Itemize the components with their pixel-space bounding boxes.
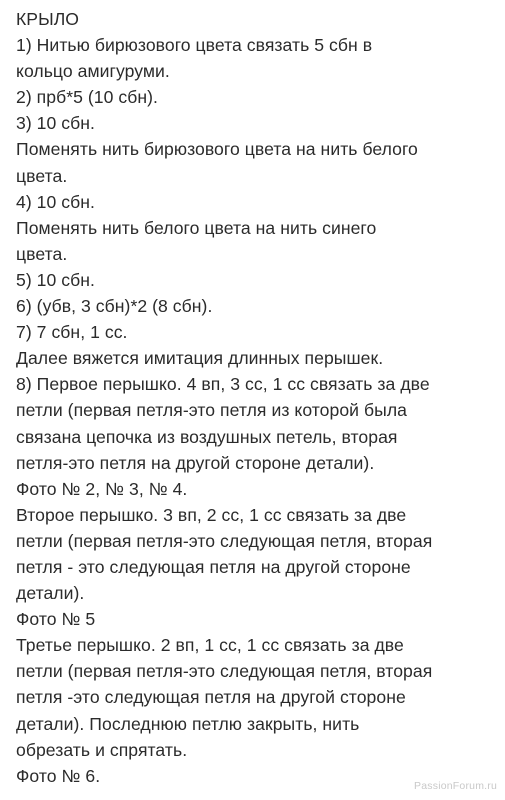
text-line: детали). xyxy=(16,583,85,604)
document-text xyxy=(16,6,501,789)
text-line: 3) 10 сбн. xyxy=(16,113,95,134)
text-line: петля-это петля на другой стороне детали). xyxy=(16,452,375,473)
text-line: Второе перышко. 3 вп, 2 сс, 1 сс связать за две xyxy=(16,504,407,525)
text-line: 8) Первое перышко. 4 вп, 3 сс, 1 сс связать за две xyxy=(16,374,430,395)
text-line: обрезать и спрятать. xyxy=(16,739,188,760)
text-line: цвета. xyxy=(16,243,68,264)
text-line: связана цепочка из воздушных петель, вторая xyxy=(16,426,398,447)
text-line: Поменять нить белого цвета на нить синего xyxy=(16,217,377,238)
text-line: петля - это следующая петля на другой стороне xyxy=(16,556,411,577)
doc-title: КРЫЛО xyxy=(16,9,80,29)
text-line: кольцо амигуруми. xyxy=(16,61,170,82)
text-line: 6) (убв, 3 сбн)*2 (8 сбн). xyxy=(16,296,213,317)
text-line: 2) прб*5 (10 сбн). xyxy=(16,87,158,108)
text-line: 4) 10 сбн. xyxy=(16,191,95,212)
text-line: детали). Последнюю петлю закрыть, нить xyxy=(16,713,360,734)
text-line: петли (первая петля-это следующая петля, вторая xyxy=(16,530,433,551)
text-line: Поменять нить бирюзового цвета на нить белого xyxy=(16,139,418,160)
text-line: Фото № 2, № 3, № 4. xyxy=(16,478,188,499)
text-line: 5) 10 сбн. xyxy=(16,269,95,290)
text-line: Далее вяжется имитация длинных перышек. xyxy=(16,348,384,369)
text-line: Третье перышко. 2 вп, 1 сс, 1 сс связать за две xyxy=(16,635,404,656)
text-line: 1) Нитью бирюзового цвета связать 5 сбн в xyxy=(16,35,373,56)
text-line: петля -это следующая петля на другой стороне xyxy=(16,687,406,708)
text-line: Фото № 6. xyxy=(16,765,101,786)
watermark: PassionForum.ru xyxy=(414,780,497,792)
text-line: петли (первая петля-это следующая петля, вторая xyxy=(16,661,433,682)
text-line: Фото № 5 xyxy=(16,609,96,630)
text-line: петли (первая петля-это петля из которой была xyxy=(16,400,407,421)
text-line: 7) 7 сбн, 1 сс. xyxy=(16,322,128,343)
text-line: цвета. xyxy=(16,165,68,186)
